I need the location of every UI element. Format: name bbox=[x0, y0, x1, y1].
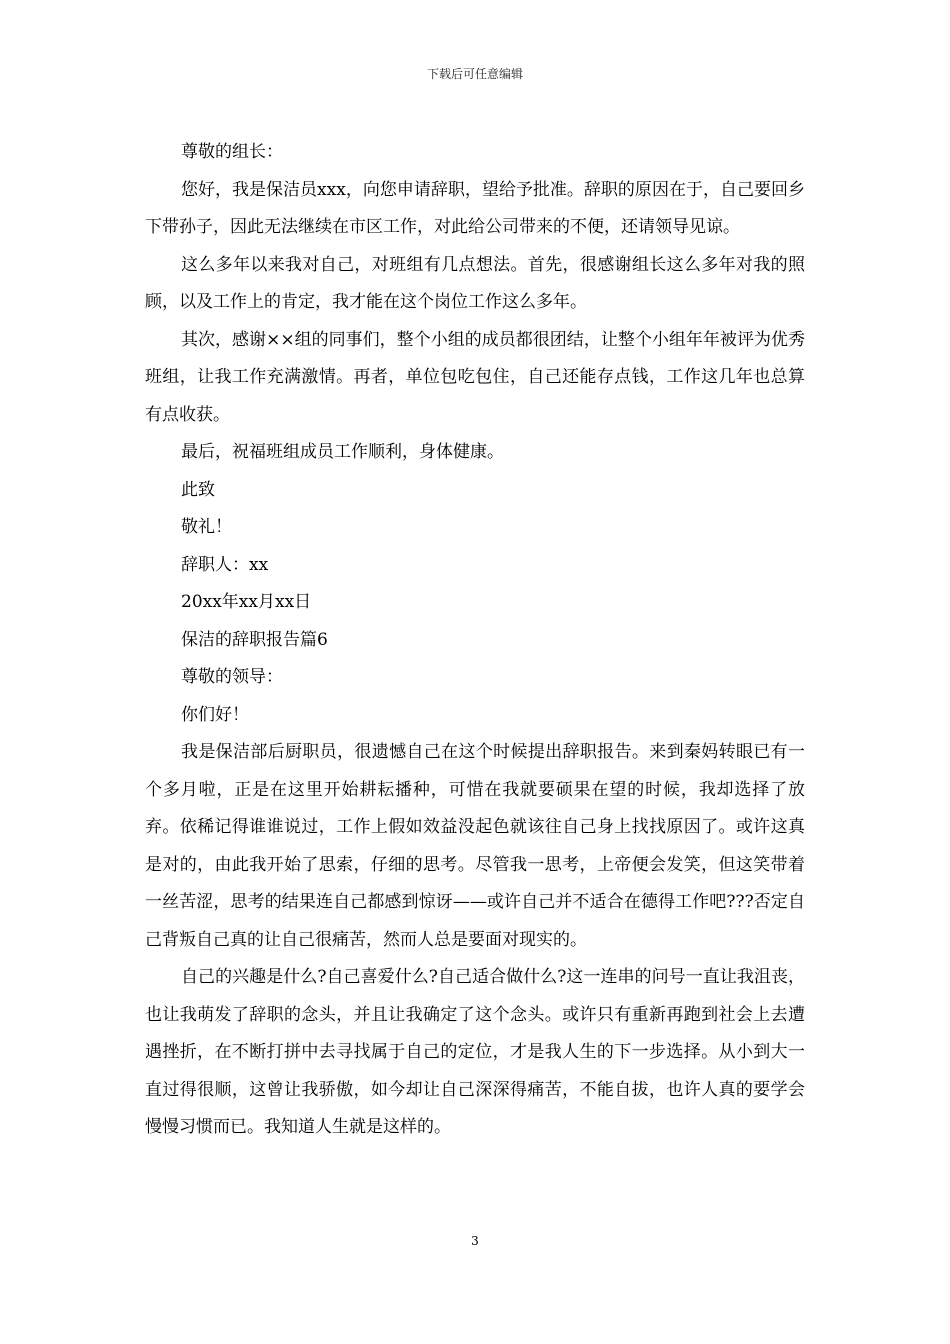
paragraph-greeting: 你们好！ bbox=[181, 704, 249, 725]
closing-jingli: 敬礼！ bbox=[181, 517, 232, 537]
date-line: 20xx年xx月xx日 bbox=[181, 592, 312, 612]
closing-cizhi: 此致 bbox=[181, 479, 215, 500]
signature-line: 辞职人：xx bbox=[181, 554, 269, 575]
page-header: 下载后可任意编辑 bbox=[426, 67, 523, 81]
paragraph-salutation-1: 尊敬的组长： bbox=[181, 142, 283, 162]
paragraph-body-2: 自己的兴趣是什么?自己喜爱什么?自己适合做什么?这一连串的问号一直让我沮丧，也让我萌发了辞职的念头，并且让我确定了这个念头。或许只有重新再跑到社会上去遭遇挫折，在不断打拼中去寻找属于自己的定位，才是我人生的下一步选择。从小到大一直过得很顺，这曾让我骄傲，如今却让自己深深得痛苦，不能自拔，也许人真的要学会慢慢习惯而已。我知道人生就是这样的。 bbox=[145, 967, 805, 1137]
paragraph-body-1: 我是保洁部后厨职员，很遗憾自己在这个时候提出辞职报告。来到秦妈转眼已有一个多月啦，正是在这里开始耕耘播种，可惜在我就要硕果在望的时候，我却选择了放弃。依稀记得谁谁说过，工作上假如效益没起色就该往自己身上找找原因了。或许这真是对的，由此我开始了思索，仔细的思考。尽管我一思考，上帝便会发笑，但这笑带着一丝苦涩，思考的结果连自己都感到惊讶——或许自己并不适合在德得工作吧???否定自己背叛自己真的让自己很痛苦，然而人总是要面对现实的。 bbox=[145, 742, 805, 950]
paragraph-thoughts: 这么多年以来我对自己，对班组有几点想法。首先，很感谢组长这么多年对我的照顾，以及工作上的肯定，我才能在这个岗位工作这么多年。 bbox=[145, 254, 805, 312]
document-body bbox=[145, 142, 805, 1147]
paragraph-resignation-reason: 您好，我是保洁员xxx，向您申请辞职，望给予批准。辞职的原因在于，自己要回乡下带孙子，因此无法继续在市区工作，对此给公司带来的不便，还请领导见谅。 bbox=[145, 179, 805, 237]
paragraph-thanks-colleagues: 其次，感谢××组的同事们，整个小组的成员都很团结，让整个小组年年被评为优秀班组，让我工作充满激情。再者，单位包吃包住，自己还能存点钱，工作这几年也总算有点收获。 bbox=[145, 329, 805, 425]
paragraph-salutation-2: 尊敬的领导： bbox=[181, 667, 283, 687]
paragraph-wishes: 最后，祝福班组成员工作顺利，身体健康。 bbox=[181, 442, 504, 462]
page-number: 3 bbox=[471, 1234, 479, 1248]
section-title: 保洁的辞职报告篇6 bbox=[181, 629, 328, 650]
